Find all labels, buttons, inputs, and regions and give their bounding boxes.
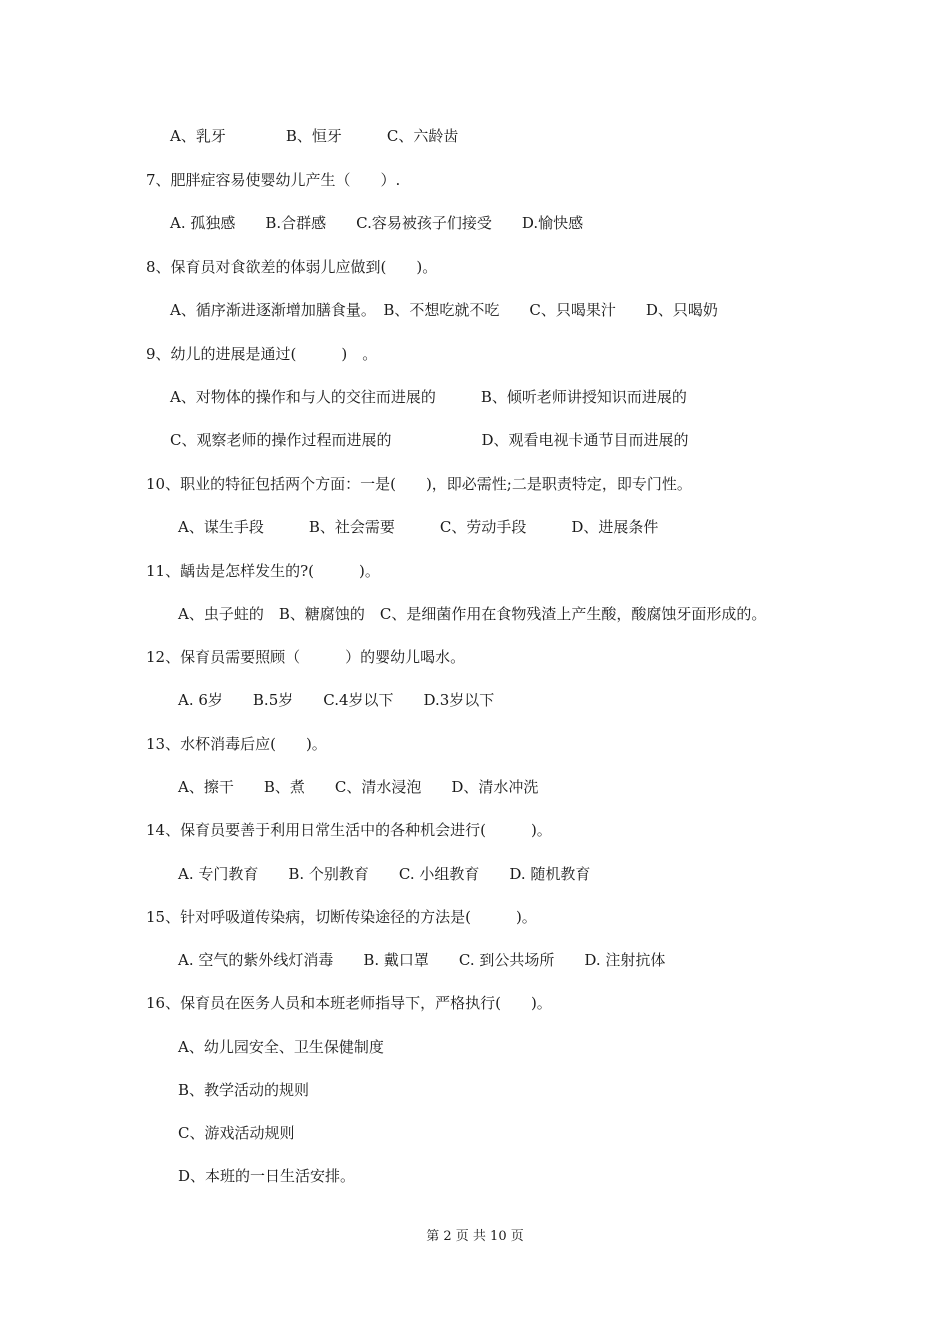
q9-options-ab: A、对物体的操作和与人的交往而进展的 B、倾听老师讲授知识而进展的 <box>170 388 687 406</box>
q10-question: 10、职业的特征包括两个方面：一是( )，即必需性;二是职责特定，即专门性。 <box>146 475 692 493</box>
q15-options: A. 空气的紫外线灯消毒 B. 戴口罩 C. 到公共场所 D. 注射抗体 <box>178 951 666 969</box>
q9-options-cd: C、观察老师的操作过程而进展的 D、观看电视卡通节目而进展的 <box>170 431 689 449</box>
q11-options: A、虫子蛀的 B、糖腐蚀的 C、是细菌作用在食物残渣上产生酸，酸腐蚀牙面形成的。 <box>178 605 767 623</box>
q16-question: 16、保育员在医务人员和本班老师指导下，严格执行( )。 <box>146 994 552 1012</box>
q16-option-a: A、幼儿园安全、卫生保健制度 <box>178 1038 384 1056</box>
q6-options: A、乳牙 B、恒牙 C、六龄齿 <box>170 127 459 145</box>
q16-option-b: B、教学活动的规则 <box>178 1081 310 1099</box>
q15-question: 15、针对呼吸道传染病，切断传染途径的方法是( )。 <box>146 908 537 926</box>
q13-options: A、擦干 B、煮 C、清水浸泡 D、清水冲洗 <box>178 778 539 796</box>
q7-options: A. 孤独感 B.合群感 C.容易被孩子们接受 D.愉快感 <box>170 214 584 232</box>
q12-question: 12、保育员需要照顾（ ）的婴幼儿喝水。 <box>146 648 466 666</box>
q9-question: 9、幼儿的进展是通过( ) 。 <box>146 345 378 363</box>
q12-options: A. 6岁 B.5岁 C.4岁以下 D.3岁以下 <box>178 691 495 709</box>
q11-question: 11、龋齿是怎样发生的?( )。 <box>146 562 380 580</box>
q14-question: 14、保育员要善于利用日常生活中的各种机会进行( )。 <box>146 821 552 839</box>
q16-option-d: D、本班的一日生活安排。 <box>178 1167 356 1185</box>
page-footer: 第 2 页 共 10 页 <box>426 1229 524 1244</box>
q13-question: 13、水杯消毒后应( )。 <box>146 735 327 753</box>
q16-option-c: C、游戏活动规则 <box>178 1124 295 1142</box>
q7-question: 7、肥胖症容易使婴幼儿产生（ ）. <box>146 171 401 189</box>
q8-options: A、循序渐进逐渐增加膳食量。 B、不想吃就不吃 C、只喝果汁 D、只喝奶 <box>170 301 718 319</box>
q14-options: A. 专门教育 B. 个别教育 C. 小组教育 D. 随机教育 <box>178 865 591 883</box>
q8-question: 8、保育员对食欲差的体弱儿应做到( )。 <box>146 258 438 276</box>
q10-options: A、谋生手段 B、社会需要 C、劳动手段 D、进展条件 <box>178 518 659 536</box>
